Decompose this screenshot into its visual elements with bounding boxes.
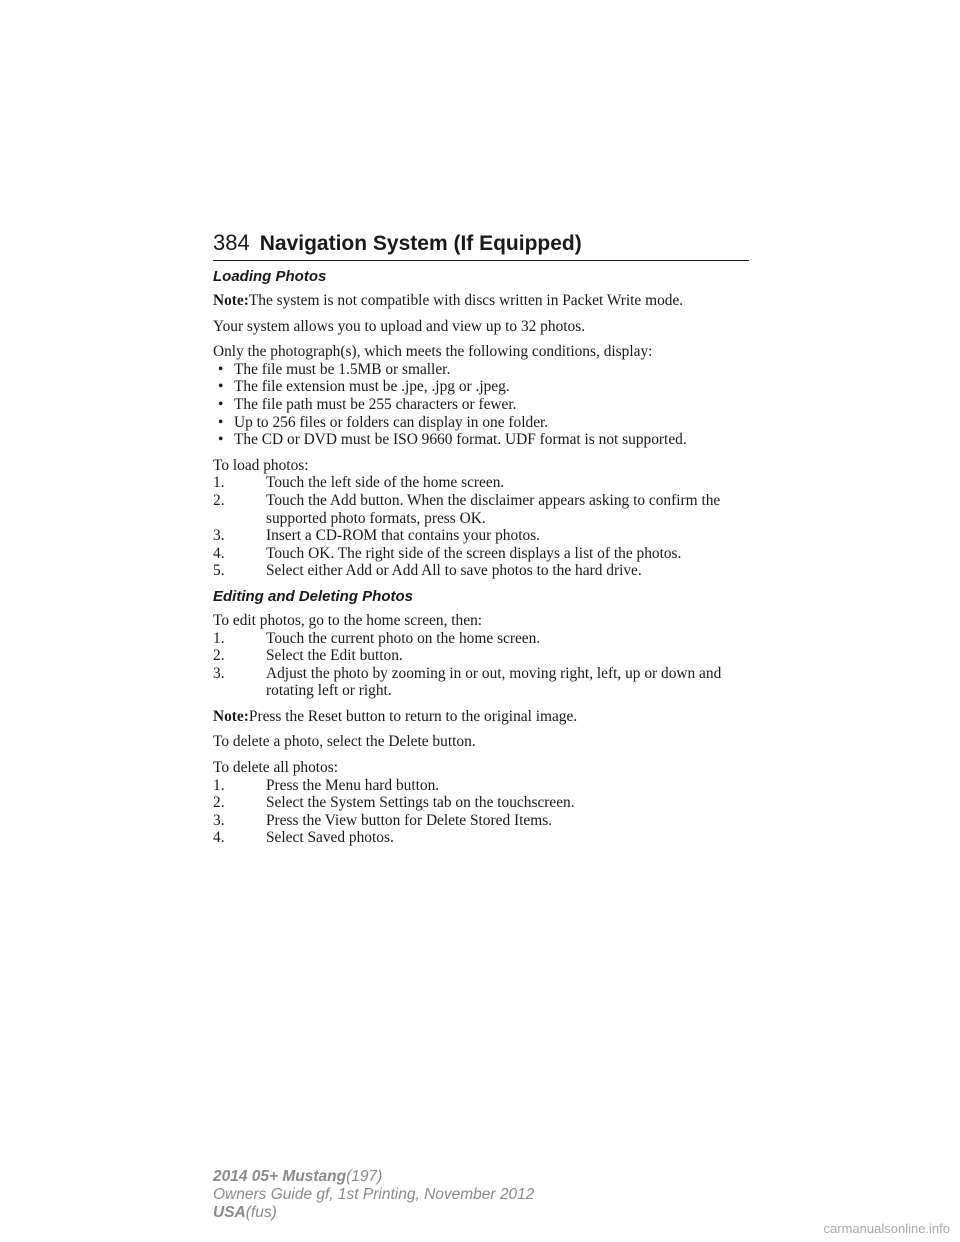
note-text: The system is not compatible with discs written in Packet Write mode. — [248, 292, 684, 309]
list-item: • The file extension must be .jpe, .jpg or .jpeg. — [213, 378, 753, 396]
page-number: 384 — [213, 230, 250, 255]
note-label: Note: — [213, 292, 249, 309]
watermark: carmanualsonline.info — [823, 1221, 950, 1236]
list-item: 4. Select Saved photos. — [213, 829, 394, 847]
page-title: Navigation System (If Equipped) — [259, 232, 582, 255]
section-heading-editing-photos: Editing and Deleting Photos — [213, 587, 413, 605]
note-reset — [213, 708, 753, 726]
load-photos-steps — [213, 474, 753, 580]
list-item: 3. Adjust the photo by zooming in or out, moving right, left, up or down and rotating left or right. — [213, 664, 722, 700]
list-item: 2. Select the Edit button. — [213, 647, 403, 665]
list-item: 5. Select either Add or Add All to save photos to the hard drive. — [213, 562, 642, 580]
footer-line-model: 2014 05+ Mustang(197) — [213, 1168, 383, 1185]
list-item: • The file path must be 255 characters or fewer. — [213, 396, 753, 414]
list-item: 3. Press the View button for Delete Stored Items. — [213, 811, 553, 829]
paragraph-delete-one: To delete a photo, select the Delete button. — [213, 733, 476, 751]
edit-photos-steps — [213, 630, 753, 700]
list-item: 1. Touch the left side of the home screen. — [213, 474, 505, 492]
edit-photos-intro: To edit photos, go to the home screen, then: — [213, 611, 483, 629]
list-item: • The CD or DVD must be ISO 9660 format. UDF format is not supported. — [213, 431, 753, 449]
paragraph-conditions: Only the photograph(s), which meets the following conditions, display: — [213, 343, 653, 361]
paragraph-photo-limit: Your system allows you to upload and view up to 32 photos. — [213, 317, 586, 335]
delete-all-intro: To delete all photos: — [213, 759, 339, 777]
conditions-list — [213, 361, 753, 449]
footer-line-printing: Owners Guide gf, 1st Printing, November 2012 — [213, 1186, 535, 1203]
load-photos-intro: To load photos: — [213, 456, 309, 474]
delete-all-steps — [213, 777, 753, 847]
section-heading-loading-photos: Loading Photos — [213, 268, 327, 285]
list-item: • Up to 256 files or folders can display in one folder. — [213, 414, 753, 432]
list-item: 4. Touch OK. The right side of the screen displays a list of the photos. — [213, 544, 682, 562]
list-item: 2. Select the System Settings tab on the touchscreen. — [213, 794, 575, 812]
page-header — [213, 228, 749, 261]
page-content — [213, 268, 753, 855]
list-item: • The file must be 1.5MB or smaller. — [213, 361, 753, 379]
note-text: Press the Reset button to return to the original image. — [248, 707, 578, 725]
list-item: 1. Press the Menu hard button. — [213, 776, 440, 794]
page-footer — [213, 1168, 713, 1222]
list-item: 3. Insert a CD-ROM that contains your photos. — [213, 527, 541, 545]
footer-line-region: USA(fus) — [213, 1204, 277, 1221]
note-packet-write — [213, 292, 753, 310]
list-item: 2. Touch the Add button. When the disclaimer appears asking to confirm the supported photo formats, press OK. — [213, 491, 721, 527]
list-item: 1. Touch the current photo on the home screen. — [213, 629, 541, 647]
note-label: Note: — [213, 707, 249, 725]
